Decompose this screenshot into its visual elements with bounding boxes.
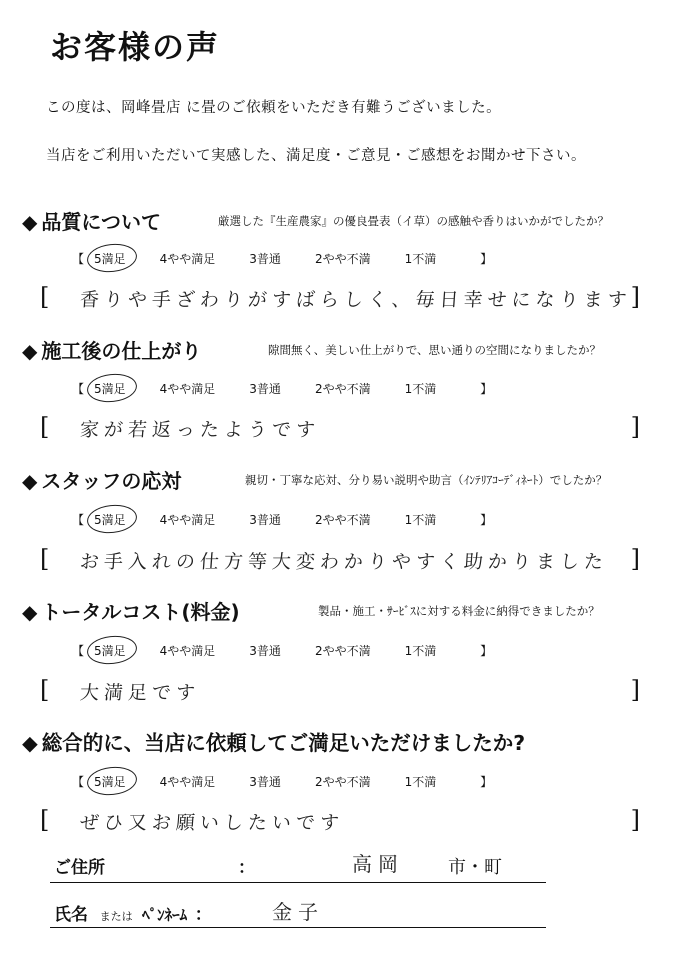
answer-bracket-right: ] <box>630 545 640 573</box>
scale-bracket-close: 】 <box>480 252 493 266</box>
rating-option[interactable]: 2やや不満 <box>314 513 371 527</box>
rating-option-selected[interactable]: 5満足 <box>94 775 126 789</box>
answer-field[interactable] <box>40 806 640 840</box>
answer-bracket-left: [ <box>40 676 50 704</box>
scale-bracket-open: 【 <box>72 252 85 266</box>
question-description: 隙間無く、美しい仕上がりで、思い通りの空間になりましたか？ <box>268 343 602 357</box>
rating-option[interactable]: 1不満 <box>404 644 437 658</box>
answer-bracket-right: ] <box>630 806 640 834</box>
question-title: スタッフの応対 <box>41 469 182 493</box>
rating-option[interactable]: 2やや不満 <box>314 252 371 266</box>
rating-scale <box>62 511 502 528</box>
answer-bracket-left: [ <box>40 283 50 311</box>
rating-option[interactable]: 2やや不満 <box>314 644 371 658</box>
scale-bracket-open: 【 <box>72 382 85 396</box>
rating-option[interactable]: 4やや満足 <box>159 252 216 266</box>
handwritten-name[interactable]: 金子 <box>272 900 324 924</box>
rating-option-selected[interactable]: 5満足 <box>94 513 126 527</box>
scale-bracket-close: 】 <box>480 775 493 789</box>
answer-bracket-left: [ <box>40 806 50 834</box>
question-description: 親切・丁寧な応対、分り易い説明や助言（ｲﾝﾃﾘｱｺｰﾃﾞｨﾈｰﾄ）でしたか？ <box>245 473 608 487</box>
handwritten-answer: お手入れの仕方等大変わかりやすく助かりました <box>79 551 609 573</box>
answer-bracket-right: ] <box>630 283 640 311</box>
question-heading <box>22 335 201 364</box>
handwritten-answer: 大満足です <box>79 682 201 704</box>
rating-option[interactable]: 3普通 <box>249 513 281 527</box>
address-label: ご住所 <box>54 858 105 878</box>
rating-option[interactable]: 4やや満足 <box>159 644 216 658</box>
scale-bracket-open: 【 <box>72 644 85 658</box>
answer-field[interactable] <box>40 676 640 710</box>
answer-bracket-left: [ <box>40 413 50 441</box>
rating-option[interactable]: 1不満 <box>404 382 437 396</box>
rating-option-selected[interactable]: 5満足 <box>94 644 126 658</box>
page-title: お客様の声 <box>50 28 221 66</box>
rating-option-selected[interactable]: 5満足 <box>94 382 126 396</box>
scale-bracket-open: 【 <box>72 513 85 527</box>
answer-field[interactable] <box>40 413 640 447</box>
answer-bracket-right: ] <box>630 413 640 441</box>
name-label-group <box>54 900 212 925</box>
scale-bracket-open: 【 <box>72 775 85 789</box>
rating-scale <box>62 250 502 267</box>
name-label: 氏名 <box>54 905 88 925</box>
city-town-suffix: 市・町 <box>448 857 502 878</box>
name-colon: ： <box>194 905 212 925</box>
rating-scale <box>62 642 502 659</box>
handwritten-answer: ぜひ又お願いしたいです <box>79 812 345 834</box>
rating-option[interactable]: 1不満 <box>404 775 437 789</box>
answer-field[interactable] <box>40 545 640 579</box>
diamond-bullet-icon: ◆ <box>22 469 38 493</box>
question-description: 厳選した『生産農家』の優良畳表（イ草）の感触や香りはいかがでしたか？ <box>218 214 609 228</box>
or-label: または <box>99 910 133 923</box>
question-description: 製品・施工・ｻｰﾋﾞｽに対する料金に納得できましたか？ <box>318 604 600 618</box>
rating-option[interactable]: 4やや満足 <box>159 513 216 527</box>
rating-option[interactable]: 2やや不満 <box>314 775 371 789</box>
question-heading <box>22 726 525 756</box>
question-title: 品質について <box>41 210 161 234</box>
answer-field[interactable] <box>40 283 640 317</box>
handwritten-answer: 香りや手ざわりがすばらしく、毎日幸せになります <box>79 289 633 311</box>
rating-option[interactable]: 1不満 <box>404 513 437 527</box>
question-heading <box>22 206 161 235</box>
question-title: トータルコスト(料金) <box>41 600 240 624</box>
rating-option[interactable]: 3普通 <box>249 644 281 658</box>
question-title: 総合的に、当店に依頼してご満足いただけましたか? <box>41 731 526 755</box>
handwritten-city: 高岡 <box>352 852 404 876</box>
diamond-bullet-icon: ◆ <box>22 210 38 234</box>
diamond-bullet-icon: ◆ <box>22 339 38 363</box>
rating-option-selected[interactable]: 5満足 <box>94 252 126 266</box>
question-heading <box>22 596 240 625</box>
scale-bracket-close: 】 <box>480 513 493 527</box>
answer-bracket-right: ] <box>630 676 640 704</box>
scale-bracket-close: 】 <box>480 382 493 396</box>
diamond-bullet-icon: ◆ <box>22 731 38 755</box>
penname-label: ﾍﾟﾝﾈｰﾑ <box>142 906 188 924</box>
name-underline <box>50 927 546 928</box>
rating-option[interactable]: 3普通 <box>249 382 281 396</box>
intro-line-1: この度は、岡峰畳店 に畳のご依頼をいただき有難うございました。 <box>46 100 502 116</box>
rating-option[interactable]: 2やや不満 <box>314 382 371 396</box>
rating-option[interactable]: 4やや満足 <box>159 775 216 789</box>
address-underline <box>50 882 546 883</box>
address-colon: ： <box>238 858 255 878</box>
handwritten-answer: 家が若返ったようです <box>79 419 321 441</box>
question-title: 施工後の仕上がり <box>41 339 202 363</box>
rating-scale <box>62 773 502 790</box>
scale-bracket-close: 】 <box>480 644 493 658</box>
rating-option[interactable]: 4やや満足 <box>159 382 216 396</box>
rating-option[interactable]: 3普通 <box>249 252 281 266</box>
answer-bracket-left: [ <box>40 545 50 573</box>
question-heading <box>22 465 181 494</box>
rating-scale <box>62 380 502 397</box>
intro-line-2: 当店をご利用いただいて実感した、満足度・ご意見・ご感想をお聞かせ下さい。 <box>46 148 586 164</box>
diamond-bullet-icon: ◆ <box>22 600 38 624</box>
rating-option[interactable]: 3普通 <box>249 775 281 789</box>
rating-option[interactable]: 1不満 <box>404 252 437 266</box>
